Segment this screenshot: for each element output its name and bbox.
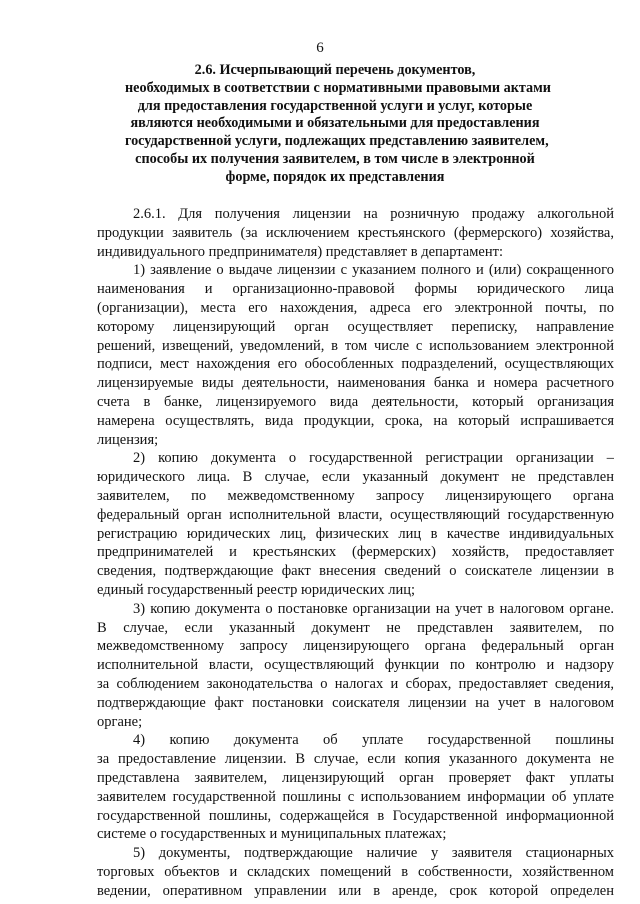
text-line: за предоставление лицензии. В случае, если копия указанного документа не <box>97 751 614 768</box>
text-line: представлена заявителем, лицензирующий орган проверяет факт уплаты <box>97 769 614 786</box>
text-line: 2.6.1. Для получения лицензии на розничную продажу алкогольной <box>133 206 614 222</box>
page-number: 6 <box>316 40 324 56</box>
text-line: государственной пошлины, содержащейся в Государственной информационной <box>97 807 614 824</box>
text-line: счета в банке, лицензируемого вида деятельности, который организация <box>97 393 614 410</box>
text-line: намерена осуществлять, вида продукции, срока, на который испрашивается <box>97 412 614 429</box>
paragraph-item-5 <box>97 844 614 900</box>
text-line: единый государственный реестр юридических лиц; <box>97 581 416 598</box>
heading-line: государственной услуги, подлежащих представлению заявителем, <box>125 133 549 150</box>
text-line: 2) копию документа о государственной регистрации организации – <box>133 450 614 467</box>
text-line: органе; <box>97 713 143 730</box>
heading-line: необходимых в соответствии с нормативными правовыми актами <box>125 79 551 96</box>
text-line: торговых объектов и складских помещений в собственности, хозяйственном <box>97 863 614 880</box>
text-line: В случае, если указанный документ не представлен заявителем, по <box>97 619 614 636</box>
text-line: (организации), места его нахождения, адреса его электронной почты, по <box>97 299 614 316</box>
text-line: межведомственному запросу лицензирующего органа федеральный орган <box>97 638 614 655</box>
text-line: системе о государственных и муниципальных платежах; <box>97 826 447 843</box>
section-heading <box>125 62 551 187</box>
paragraph-para-2-6-1 <box>97 205 614 261</box>
text-line: за соблюдением законодательства о налогах и сборах, предоставляет сведения, <box>97 675 614 692</box>
text-line: ведении, оперативном управлении или в аренде, срок которой определен <box>97 882 614 899</box>
text-line: заявителем, по межведомственному запросу лицензирующего органа <box>97 487 614 504</box>
text-line: которому лицензирующий орган осуществляет переписку, направление <box>97 318 614 335</box>
paragraph-item-4 <box>97 731 614 844</box>
text-line: 4) копию документа об уплате государственной пошлины <box>133 732 614 749</box>
heading-line: являются необходимыми и обязательными для предоставления <box>130 115 540 132</box>
text-line: наименования и организационно-правовой формы юридического лица <box>97 281 614 298</box>
text-line: федеральный орган исполнительной власти, осуществляющий государственную <box>97 506 614 523</box>
heading-line: для предоставления государственной услуги и услуг, которые <box>137 97 533 114</box>
text-line: исполнительной власти, осуществляющий функции по контролю и надзору <box>97 657 614 674</box>
text-line: индивидуального предпринимателя) представляет в департамент: <box>97 243 503 260</box>
heading-line: способы их получения заявителем, в том числе в электронной <box>135 150 535 167</box>
text-line: юридического лица. В случае, если указанный документ не представлен <box>97 469 614 486</box>
text-line: лицензия; <box>97 431 159 448</box>
heading-line: форме, порядок их представления <box>225 168 445 185</box>
text-line: подписи, мест нахождения его обособленных подразделений, осуществляющих <box>97 356 614 373</box>
paragraph-item-3 <box>97 600 614 732</box>
text-line: продукции заявитель (за исключением крестьянского (фермерского) хозяйства, <box>97 224 614 241</box>
document-body <box>97 205 614 900</box>
text-line: лицензируемые виды деятельности, наименования банка и номера расчетного <box>97 375 614 392</box>
text-line: 3) копию документа о постановке организации на учет в налоговом органе. <box>133 600 614 617</box>
text-line: решений, извещений, уведомлений, в том числе с использованием электронной <box>97 337 614 354</box>
paragraph-item-1 <box>97 261 614 449</box>
text-line: 5) документы, подтверждающие наличие у заявителя стационарных <box>133 845 614 862</box>
text-line: сведения, подтверждающие факт внесения сведений о соискателе лицензии в <box>97 563 614 580</box>
text-line: подтверждающие факт постановки соискателя лицензии на учет в налоговом <box>97 694 614 711</box>
text-line: 1) заявление о выдаче лицензии с указанием полного и (или) сокращенного <box>133 262 614 279</box>
text-line: предпринимателей и крестьянских (фермерских) хозяйств, предоставляет <box>97 544 614 561</box>
paragraph-item-2 <box>97 449 614 599</box>
heading-line: 2.6. Исчерпывающий перечень документов, <box>194 62 476 78</box>
text-line: заявителем государственной пошлины с использованием информации об уплате <box>97 788 614 805</box>
text-line: регистрацию юридических лиц, физических лиц в качестве индивидуальных <box>97 525 614 542</box>
